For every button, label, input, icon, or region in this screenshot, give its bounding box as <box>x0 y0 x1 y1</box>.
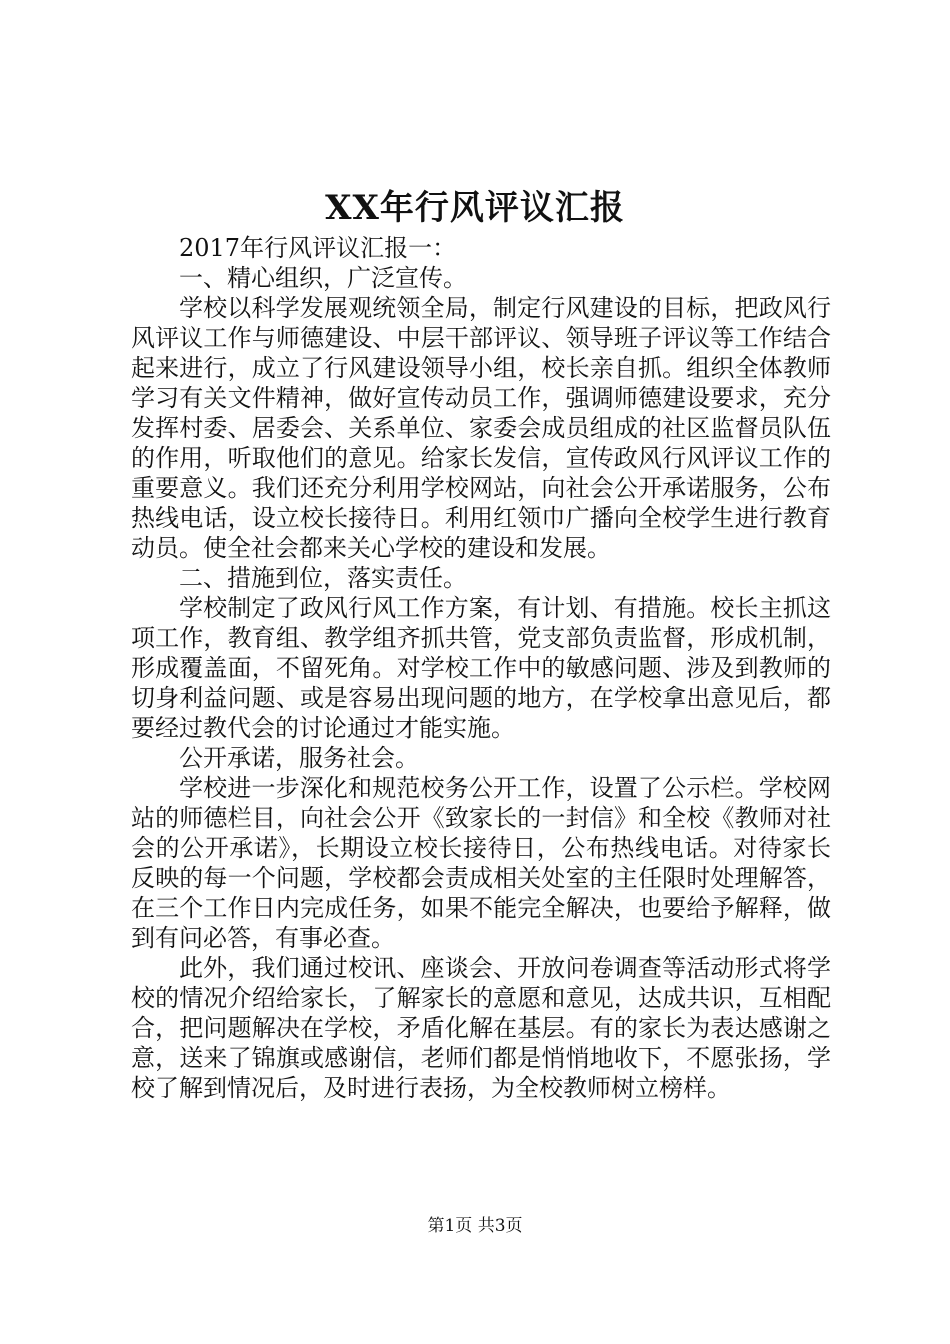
paragraph-intro: 2017年行风评议汇报一： <box>179 234 457 262</box>
section-heading-3: 公开承诺，服务社会。 <box>179 744 419 772</box>
paragraph-3: 学校进一步深化和规范校务公开工作，设置了公示栏。学校网站的师德栏目，向社会公开《致家长的一封信》和全校《教师对社会的公开承诺》，长期设立校长接待日，公布热线电话。对待家长反映的每一个问题，学校都会责成相关处室的主任限时处理解答，在三个工作日内完成任务，如果不能完全解决，也要给予解释，做到有问必答，有事必查。 <box>131 774 831 952</box>
document-title: XX年行风评议汇报 <box>325 188 625 228</box>
section-heading-2: 二、措施到位，落实责任。 <box>179 564 467 592</box>
page-footer: 第1页 共3页 <box>427 1216 523 1236</box>
paragraph-4: 此外，我们通过校讯、座谈会、开放问卷调查等活动形式将学校的情况介绍给家长，了解家长的意愿和意见，达成共识，互相配合，把问题解决在学校，矛盾化解在基层。有的家长为表达感谢之意，送来了锦旗或感谢信，老师们都是悄悄地收下，不愿张扬，学校了解到情况后，及时进行表扬，为全校教师树立榜样。 <box>131 954 831 1102</box>
paragraph-2: 学校制定了政风行风工作方案，有计划、有措施。校长主抓这项工作，教育组、教学组齐抓共管，党支部负责监督，形成机制，形成覆盖面，不留死角。对学校工作中的敏感问题、涉及到教师的切身利益问题、或是容易出现问题的地方，在学校拿出意见后，都要经过教代会的讨论通过才能实施。 <box>131 594 831 742</box>
paragraph-1: 学校以科学发展观统领全局，制定行风建设的目标，把政风行风评议工作与师德建设、中层干部评议、领导班子评议等工作结合起来进行，成立了行风建设领导小组，校长亲自抓。组织全体教师学习有关文件精神，做好宣传动员工作，强调师德建设要求，充分发挥村委、居委会、关系单位、家委会成员组成的社区监督员队伍的作用，听取他们的意见。给家长发信，宣传政风行风评议工作的重要意义。我们还充分利用学校网站，向社会公开承诺服务，公布热线电话，设立校长接待日。利用红领巾广播向全校学生进行教育动员。使全社会都来关心学校的建设和发展。 <box>131 294 831 562</box>
section-heading-1: 一、精心组织，广泛宣传。 <box>179 264 467 292</box>
document-body <box>131 233 831 1103</box>
